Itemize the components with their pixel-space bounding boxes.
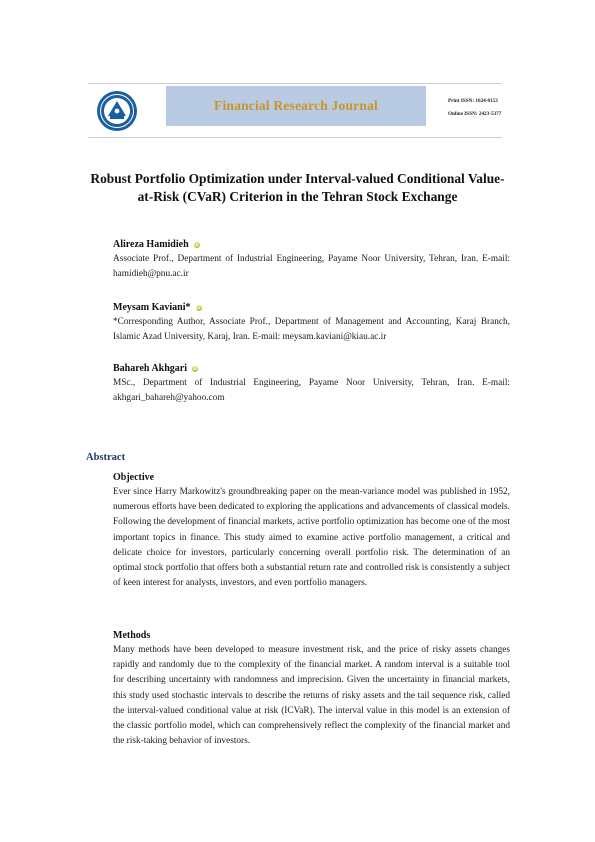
- author-affiliation-2: *Corresponding Author, Associate Prof., Department of Management and Accounting, Karaj Branch, Islamic Azad University, Karaj, Iran. E-mail: meysam.kaviani@kiau.ac.ir: [113, 317, 510, 343]
- journal-name: Financial Research Journal: [214, 98, 378, 113]
- author-name-1: Alireza Hamidieh iD: [113, 239, 199, 250]
- methods-paragraph: Many methods have been developed to measure investment risk, and the price of risky assets changes rapidly and randomly due to the complexity of the financial market. A random interval is a suitable tool for describing uncertainty with randomness and imprecision. Given the uncertainty in financial markets, this study used stochastic intervals to describe the returns of risky assets and the tail sequence risk, called the interval-valued conditional value at risk (ICVaR). The interval value in this model is an extension of the classic portfolio model, which can comprehensively reflect the complexity of the financial market and the risk-taking behavior of investors.: [113, 645, 510, 747]
- author-name-2: Meysam Kaviani* iD: [113, 302, 201, 313]
- header-top-rule: [88, 83, 502, 84]
- issn-online: Online ISSN: 2423-5377: [448, 111, 502, 117]
- orcid-icon[interactable]: iD: [192, 366, 198, 371]
- abstract-heading: Abstract: [86, 452, 126, 463]
- methods-heading: Methods: [113, 630, 151, 641]
- author-affiliation-1: Associate Prof., Department of Industrial Engineering, Payame Noor University, Tehran, Iran. E-mail: hamidieh@pnu.ac.ir: [113, 254, 510, 280]
- author-name-3: Bahareh Akhgari iD: [113, 363, 198, 374]
- issn-print: Print ISSN: 1024-8153: [448, 98, 498, 104]
- objective-heading: Objective: [113, 472, 155, 483]
- orcid-icon[interactable]: iD: [196, 305, 201, 310]
- journal-banner: [166, 86, 426, 126]
- header-bottom-rule: [88, 137, 502, 138]
- paper-title: Robust Portfolio Optimization under Interval-valued Conditional Value-at-Risk (CVaR) Criterion in the Tehran Stock Exchange: [90, 171, 505, 204]
- orcid-icon[interactable]: iD: [194, 242, 199, 247]
- author-affiliation-3: MSc., Department of Industrial Engineering, Payame Noor University, Tehran, Iran. E-mail: akhgari_bahareh@yahoo.com: [113, 378, 510, 404]
- objective-paragraph: Ever since Harry Markowitz's groundbreaking paper on the mean-variance model was published in 1952, numerous efforts have been dedicated to exploring the applications and advancements of classical models. Following the development of financial markets, active portfolio optimization has become one of the most important topics in finance. This study aimed to examine active portfolio management, a critical and delicate choice for investors, particularly concerning overall portfolio risk. The determination of an optimal stock portfolio that offers both a substantial return rate and controlled risk is consistently a subject of keen interest for analysts, investors, and even portfolio managers.: [113, 487, 510, 589]
- university-seal-icon: [96, 90, 138, 132]
